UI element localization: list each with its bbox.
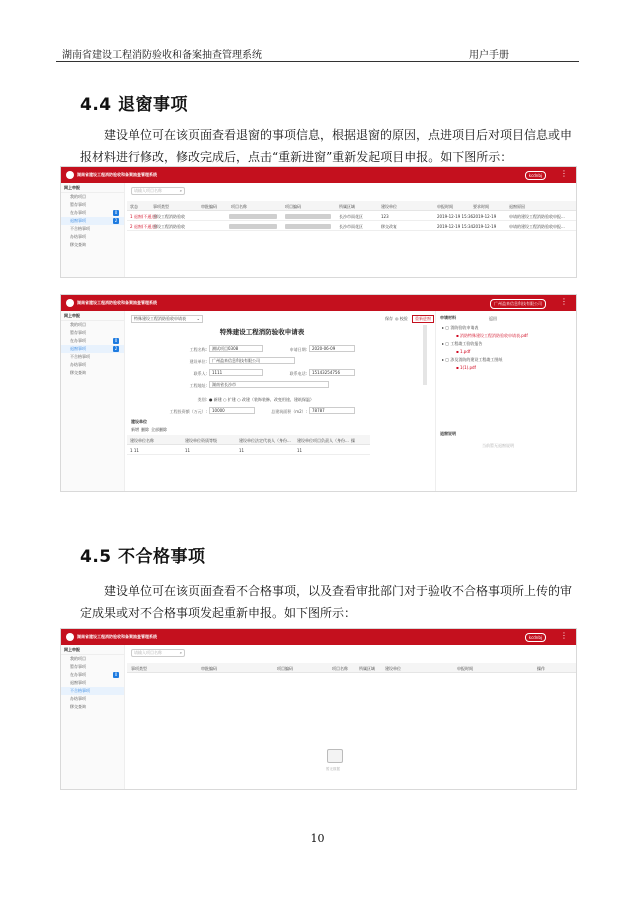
user-badge[interactable]: kcdnbj [525, 633, 546, 642]
sidebar-item[interactable]: 办结事项 [70, 234, 86, 239]
sidebar-item[interactable]: 办结事项 [70, 696, 86, 701]
sidebar: 网上申报 我的项目 暂存事项 在办事项 0 退窗事项 不合格事项 办结事项 移交查询 [61, 645, 125, 789]
search-icon: ⌕ [179, 188, 182, 193]
redacted-cell [229, 224, 277, 229]
sidebar-item[interactable]: 移交查询 [70, 242, 86, 247]
sidebar: 网上申报 我的项目 暂存事项 在办事项 0 退窗事项 2 不合格事项 办结事项 移交查询 [61, 311, 125, 491]
contact-input[interactable]: 1111 [209, 369, 263, 376]
back-button[interactable]: 返回 [489, 316, 497, 321]
review-title: 退窗说明 [440, 431, 456, 436]
main-content [127, 183, 576, 277]
project-name-input[interactable]: 测试项目0308 [209, 345, 263, 352]
empty-data-icon [327, 749, 343, 763]
app-titlebar [61, 167, 576, 183]
redacted-cell [285, 224, 331, 229]
more-icon[interactable]: ⋮ [560, 169, 568, 178]
sidebar-item-active[interactable]: 退窗事项 2 [61, 345, 124, 353]
table-row[interactable]: 2 退窗(不通过) 建设工程消防验收 长沙市雨花区 移交改复 2019-12-19 15:34 2019-12-19 申请的建设工程消防验收申报... [127, 221, 576, 231]
scrollbar[interactable] [423, 325, 427, 385]
redacted-cell [229, 214, 277, 219]
materials-pane [435, 311, 576, 491]
sidebar-item[interactable]: 暂存事项 [70, 330, 86, 335]
sidebar-item[interactable]: 移交查询 [70, 370, 86, 375]
tree-folder[interactable]: ▸ ▢ 涉及消防的建设工程竣工图纸 [442, 357, 503, 362]
sidebar-item[interactable]: 不合格事项 [70, 226, 90, 231]
header-left: 湖南省建设工程消防验收和备案抽查管理系统 [62, 50, 262, 61]
apply-date-input[interactable]: 2020-06-09 [309, 345, 355, 352]
delete-all-button[interactable]: 全部删除 [151, 427, 167, 432]
chevron-down-icon: ⌄ [196, 316, 200, 321]
resubmit-button[interactable]: 重新进窗 [412, 315, 434, 323]
org-section-label: 建设单位 [131, 419, 147, 424]
investment-input[interactable]: 10000 [209, 407, 255, 414]
user-badge[interactable]: 广州盈来信息科技有限公司 [490, 299, 546, 309]
sidebar-item[interactable]: 移交查询 [70, 704, 86, 709]
tree-folder[interactable]: ▸ ▢ 工程竣工验收报告 [442, 341, 483, 346]
delete-button[interactable]: 删除 [141, 427, 149, 432]
materials-title: 申请材料 [440, 315, 456, 320]
app-titlebar: 湖南省建设工程消防验收和备案抽查管理系统 kcdnbj ⋮ [61, 629, 576, 645]
redacted-cell [285, 214, 331, 219]
sidebar [61, 183, 125, 277]
sidebar-item[interactable]: 办结事项 [70, 362, 86, 367]
app-logo [66, 171, 74, 179]
sidebar-item[interactable]: 在办事项 0 [70, 210, 118, 215]
sidebar-item[interactable]: 我的项目 [70, 194, 86, 199]
sidebar-item[interactable]: 在办事项 0 [70, 672, 118, 677]
table-header: 状态 事项类型 审批编码 项目名称 项目编码 所属区域 建设单位 申报时间 要求时间 退窗原因 [127, 201, 576, 211]
sidebar-item[interactable]: 暂存事项 [70, 664, 86, 669]
tree-file[interactable]: ▪ 1(1).pdf [456, 365, 476, 370]
validate-button[interactable]: ◎ 校验 [395, 316, 408, 321]
sidebar-title: 网上申报 [61, 183, 124, 193]
save-button[interactable]: 保存 [385, 316, 393, 321]
sidebar-item-active[interactable]: 不合格事项 [61, 687, 124, 695]
app-titlebar: 湖南省建设工程消防验收和备案抽查管理系统 广州盈来信息科技有限公司 ⋮ [61, 295, 576, 311]
area-input[interactable]: 78787 [309, 407, 355, 414]
empty-text: 暂无数据 [326, 767, 340, 771]
search-input[interactable]: 请输入项目名称 ⌕ [131, 649, 185, 657]
screenshot-unqualified-list [60, 628, 577, 790]
section-4-5-paragraph: 建设单位可在该页面查看不合格事项，以及查看审批部门对于验收不合格事项所上传的审定成果或对不合格事项发起重新申报。如下图所示： [80, 584, 573, 620]
screenshot-return-list [60, 166, 577, 278]
main-content: 特殊建设工程消防验收申请表 ⌄ 保存 ◎ 校验 重新进窗 返回 特殊建设工程消防验收申请表 工程名称: 测试项目0308 申请日期: 2020-06-09 建设单位: 广州盈来信息科技有限公司 联系人: 1111 联系电话: 15143254756 工程地址: 湖南省长沙市 类别: ● 新建 ○ 扩建 ○ 改建（装饰装修、改变用途、建筑保温） 工程投资额（万元）: 10000 总建筑面积（m2）: 78787 建设单位 新增 删除 全部删除 建设单位名称 建设单位资质等级 建设单位法定代表人（身份... 建设单位项目负责人（身份... 操 1 11 11 11 11 申请材料 ▸ ▢ 消防验收申请表 ▪ 消防特殊建设工程消防验收申请表.pdf ▸ ▢ 工程竣工验收报告 ▪ 1.pdf ▸ ▢ 涉及消防的建设工程竣工图纸 ▪ 1(1).pdf 退窗说明 当前暂无退窗说明 [127, 311, 576, 491]
section-4-5-heading: 4.5 不合格事项 [80, 547, 206, 567]
org-table-row[interactable]: 1 11 11 11 11 [127, 445, 370, 455]
add-button[interactable]: 新增 [131, 427, 139, 432]
search-icon: ⌕ [179, 650, 182, 655]
more-icon[interactable]: ⋮ [560, 297, 568, 306]
tree-folder[interactable]: ▸ ▢ 消防验收申请表 [442, 325, 479, 330]
builder-input[interactable]: 广州盈来信息科技有限公司 [209, 357, 295, 364]
review-empty: 当前暂无退窗说明 [482, 443, 514, 448]
more-icon[interactable]: ⋮ [560, 631, 568, 640]
page-number: 10 [310, 832, 325, 845]
header-right: 用户手册 [469, 50, 509, 61]
form-select[interactable]: 特殊建设工程消防验收申请表 ⌄ [131, 315, 203, 323]
sidebar-item[interactable]: 暂存事项 [70, 202, 86, 207]
app-title: 湖南省建设工程消防验收和备案抽查管理系统 [77, 172, 157, 177]
sidebar-item[interactable]: 退窗事项 [70, 680, 86, 685]
table-header: 事项类型 审批编码 项目编码 项目名称 所属区域 建设单位 申报时间 操作 [127, 663, 576, 673]
table-row[interactable]: 1 退窗(不通过) 建设工程消防验收 长沙市雨花区 123 2019-12-19 15:36 2019-12-19 申请的建设工程消防验收申报... [127, 211, 576, 221]
section-4-4-paragraph: 建设单位可在该页面查看退窗的事项信息，根据退窗的原因，点进项目后对项目信息或申报材料进行修改，修改完成后，点击“重新进窗”重新发起项目申报。如下图所示： [80, 128, 573, 164]
sidebar-item-active[interactable]: 退窗事项 2 [61, 217, 124, 225]
user-badge[interactable]: kcdnbj [525, 171, 546, 180]
phone-input[interactable]: 15143254756 [309, 369, 355, 376]
sidebar-item[interactable]: 我的项目 [70, 656, 86, 661]
app-logo [66, 633, 74, 641]
screenshot-edit-form [60, 294, 577, 492]
sidebar-item[interactable]: 在办事项 0 [70, 338, 118, 343]
org-table-header: 建设单位名称 建设单位资质等级 建设单位法定代表人（身份... 建设单位项目负责人（身份... 操 [127, 435, 370, 445]
category-radios[interactable]: ● 新建 ○ 扩建 ○ 改建（装饰装修、改变用途、建筑保温） [209, 397, 314, 402]
app-logo [66, 299, 74, 307]
section-4-4-heading: 4.4 退窗事项 [80, 95, 189, 115]
sidebar-item[interactable]: 我的项目 [70, 322, 86, 327]
address-input[interactable]: 湖南省长沙市 [209, 381, 329, 388]
sidebar-item[interactable]: 不合格事项 [70, 354, 90, 359]
main-content [127, 645, 576, 789]
tree-file[interactable]: ▪ 消防特殊建设工程消防验收申请表.pdf [456, 333, 528, 338]
form-title: 特殊建设工程消防验收申请表 [219, 328, 305, 336]
page-header [56, 44, 579, 62]
search-input[interactable]: 请输入项目名称 ⌕ [131, 187, 185, 195]
tree-file[interactable]: ▪ 1.pdf [456, 349, 471, 354]
